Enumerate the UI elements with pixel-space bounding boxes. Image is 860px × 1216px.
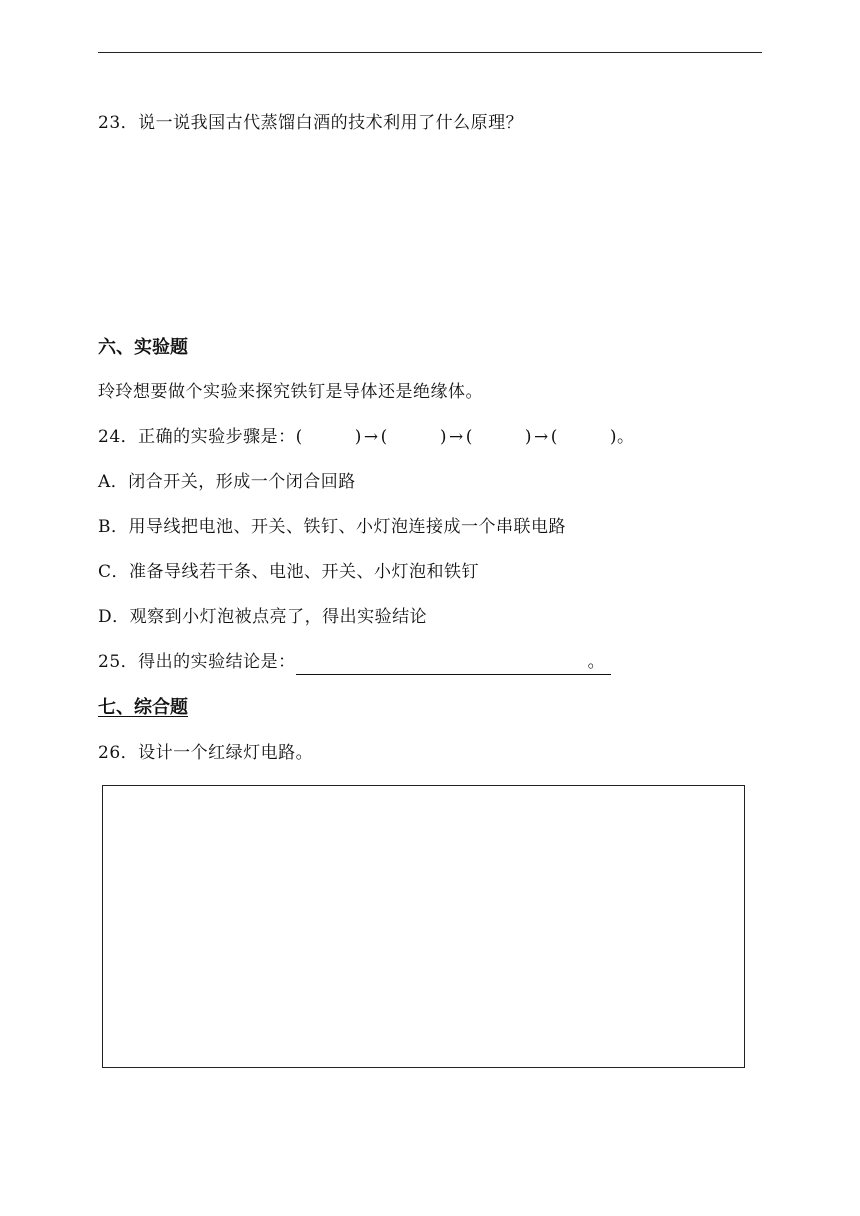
question-23-number: 23． (98, 113, 139, 133)
option-a (98, 470, 356, 494)
section-7-title: 七、综合题 (98, 697, 188, 718)
option-label: D． (98, 607, 130, 627)
blank-close-1: ) (354, 427, 362, 447)
question-26 (98, 741, 313, 765)
answer-line-end: 。 (588, 650, 612, 675)
question-24 (98, 425, 635, 449)
section-6-title: 六、实验题 (98, 337, 188, 358)
question-25-number: 25． (98, 652, 139, 672)
section-6-intro: 玲玲想要做个实验来探究铁钉是导体还是绝缘体。 (98, 382, 483, 402)
question-25 (98, 650, 611, 675)
option-label: A． (98, 472, 129, 492)
option-text: 观察到小灯泡被点亮了，得出实验结论 (129, 607, 428, 627)
question-25-prompt: 得出的实验结论是： (138, 652, 296, 672)
option-d (98, 605, 427, 629)
arrow-icon: → (448, 427, 464, 447)
blank-open-2: ( (380, 427, 388, 447)
answer-line[interactable] (296, 656, 588, 675)
blank-open-3: ( (465, 427, 473, 447)
question-24-prompt: 正确的实验步骤是：( (138, 427, 303, 447)
arrow-icon: → (533, 427, 549, 447)
option-c (98, 560, 479, 584)
question-26-text: 设计一个红绿灯电路。 (138, 743, 314, 763)
option-label: B． (98, 517, 129, 537)
question-24-number: 24． (98, 427, 139, 447)
option-label: C． (98, 562, 130, 582)
question-23 (98, 111, 523, 135)
blank-close-2: ) (439, 427, 447, 447)
blank-close-4: )。 (609, 427, 635, 447)
question-26-number: 26． (98, 743, 139, 763)
option-b (98, 515, 566, 539)
option-text: 准备导线若干条、电池、开关、小灯泡和铁钉 (129, 562, 480, 582)
blank-open-4: ( (550, 427, 558, 447)
option-text: 用导线把电池、开关、铁钉、小灯泡连接成一个串联电路 (128, 517, 566, 537)
question-23-text: 说一说我国古代蒸馏白酒的技术利用了什么原理？ (138, 113, 524, 133)
option-text: 闭合开关，形成一个闭合回路 (128, 472, 356, 492)
answer-drawing-box[interactable] (102, 785, 745, 1068)
header-rule (98, 52, 762, 53)
arrow-icon: → (363, 427, 379, 447)
blank-close-3: ) (524, 427, 532, 447)
